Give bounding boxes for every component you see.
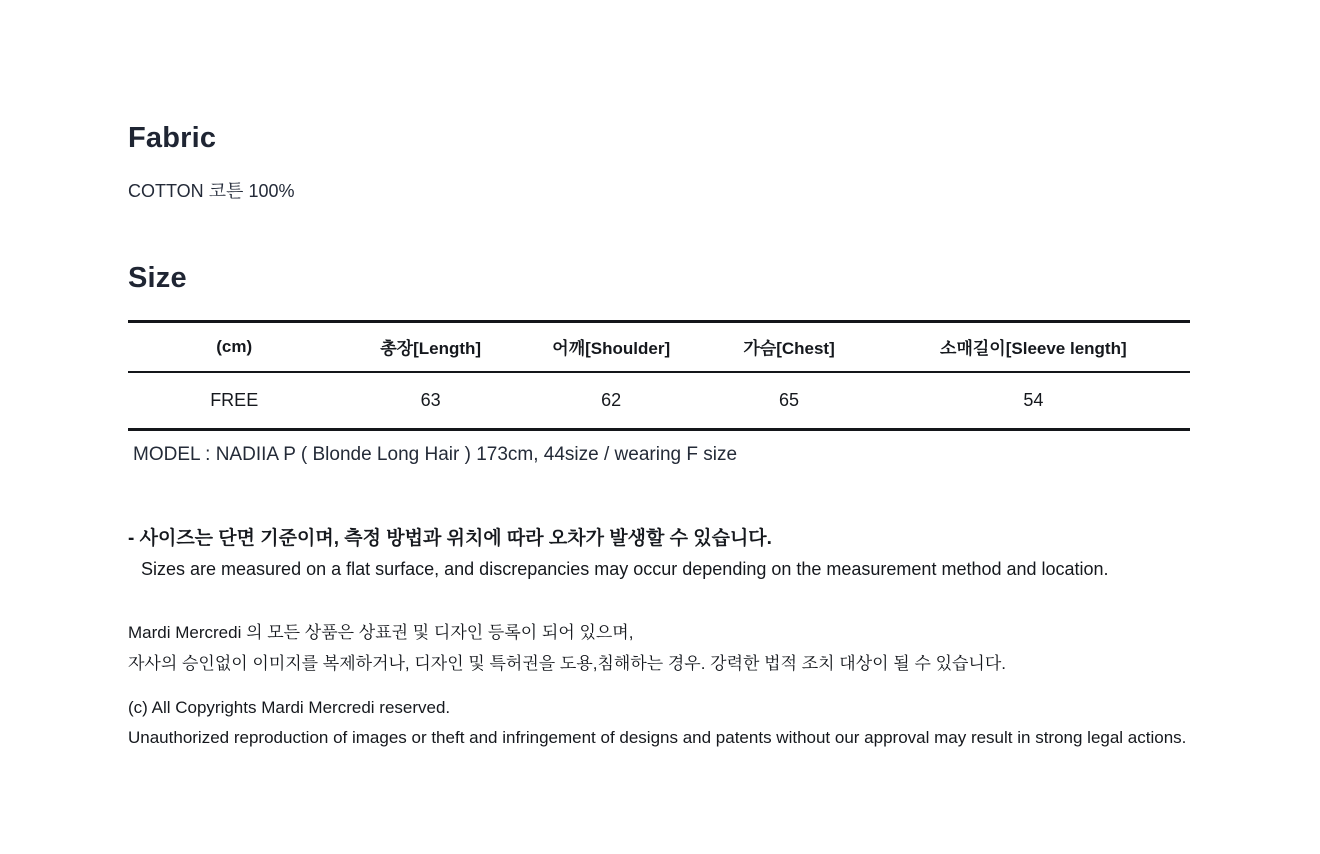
size-chart-data-row (128, 372, 1190, 430)
size-note-korean: - 사이즈는 단면 기준이며, 측정 방법과 위치에 따라 오차가 발생할 수 있습니다. (128, 528, 772, 549)
fabric-composition-text: COTTON 코튼 100% (128, 181, 295, 201)
product-detail-content (0, 120, 1320, 753)
size-column-header-shoulder: 어깨[Shoulder] (552, 339, 671, 359)
trademark-notice (128, 617, 1192, 679)
trademark-notice-line-1: Mardi Mercredi 의 모든 상품은 상표권 및 디자인 등록이 되어 있으며, (128, 623, 634, 642)
size-column-header-unit: (cm) (216, 336, 253, 356)
size-cell-label: FREE (210, 389, 259, 410)
size-measurement-note (128, 523, 1192, 585)
size-column-header-length: 총장[Length] (380, 339, 482, 359)
size-chart-header (128, 322, 1190, 372)
copyright-notice-line-1: (c) All Copyrights Mardi Mercredi reserved. (128, 698, 451, 717)
model-info-text: MODEL : NADIIA P ( Blonde Long Hair ) 173cm, 44size / wearing F size (133, 444, 738, 465)
copyright-notice (128, 693, 1192, 753)
size-column-header-sleeve-length: 소매길이[Sleeve length] (940, 339, 1127, 359)
copyright-notice-line-2: Unauthorized reproduction of images or theft and infringement of designs and patents without our approval may result in strong legal actions. (128, 728, 1187, 747)
size-cell-sleeve-length: 54 (1023, 389, 1044, 410)
size-chart-header-row (128, 322, 1190, 372)
size-chart-table (128, 320, 1190, 431)
trademark-notice-line-2: 자사의 승인없이 이미지를 복제하거나, 디자인 및 특허권을 도용,침해하는 경우. 강력한 법적 조치 대상이 될 수 있습니다. (128, 654, 1006, 673)
size-cell-chest: 65 (779, 389, 800, 410)
size-cell-length: 63 (420, 389, 441, 410)
size-note-english: Sizes are measured on a flat surface, and discrepancies may occur depending on the measurement method and location. (141, 559, 1109, 579)
size-section-title: Size (128, 262, 187, 294)
size-column-header-chest: 가슴[Chest] (743, 339, 835, 359)
fabric-section-title: Fabric (128, 122, 217, 154)
size-cell-shoulder: 62 (601, 389, 622, 410)
size-chart-body (128, 372, 1190, 430)
